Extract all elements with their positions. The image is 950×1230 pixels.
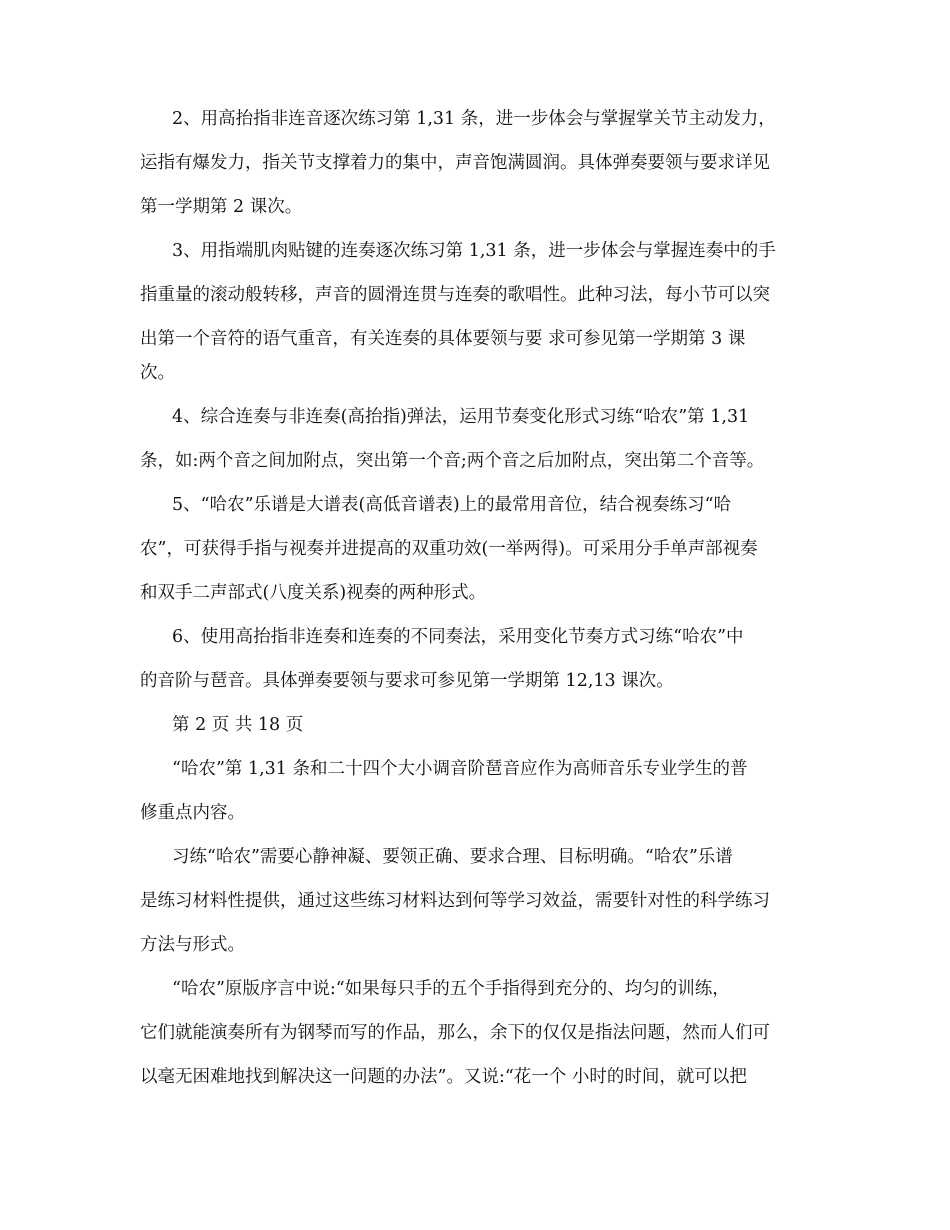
page-number-footer: 第 2 页 共 18 页 xyxy=(172,715,304,735)
paragraph-7-line-1: “哈农”第 1,31 条和二十四个大小调音阶琶音应作为高师音乐专业学生的普 xyxy=(172,759,748,779)
paragraph-6-line-1: 6、使用高抬指非连奏和连奏的不同奏法，采用变化节奏方式习练“哈农”中 xyxy=(172,627,744,647)
paragraph-8-line-3: 方法与形式。 xyxy=(140,935,245,955)
paragraph-3-line-4: 次。 xyxy=(140,363,175,383)
paragraph-5-line-3: 和双手二声部式(八度关系)视奏的两种形式。 xyxy=(140,583,487,603)
paragraph-7-line-2: 修重点内容。 xyxy=(140,803,245,823)
paragraph-9-line-2: 它们就能演奏所有为钢琴而写的作品，那么，余下的仅仅是指法问题，然而人们可 xyxy=(140,1023,770,1043)
paragraph-2-line-3: 第一学期第 2 课次。 xyxy=(140,197,303,217)
paragraph-4-line-2: 条，如:两个音之间加附点，突出第一个音;两个音之后加附点，突出第二个音等。 xyxy=(140,451,765,471)
paragraph-9-line-1: “哈农”原版序言中说:“如果每只手的五个手指得到充分的、均匀的训练， xyxy=(172,979,730,999)
paragraph-2-line-2: 运指有爆发力，指关节支撑着力的集中，声音饱满圆润。具体弹奏要领与要求详见 xyxy=(140,153,770,173)
paragraph-5-line-1: 5、“哈农”乐谱是大谱表(高低音谱表)上的最常用音位，结合视奏练习“哈 xyxy=(172,495,732,515)
paragraph-3-line-1: 3、用指端肌肉贴键的连奏逐次练习第 1,31 条，进一步体会与掌握连奏中的手 xyxy=(172,241,776,261)
paragraph-8-line-1: 习练“哈农”需要心静神凝、要领正确、要求合理、目标明确。“哈农”乐谱 xyxy=(172,847,733,867)
paragraph-8-line-2: 是练习材料性提供，通过这些练习材料达到何等学习效益，需要针对性的科学练习 xyxy=(140,891,770,911)
paragraph-4-line-1: 4、综合连奏与非连奏(高抬指)弹法，运用节奏变化形式习练“哈农”第 1,31 xyxy=(172,407,750,427)
paragraph-3-line-3: 出第一个音符的语气重音，有关连奏的具体要领与要 求可参见第一学期第 3 课 xyxy=(140,329,746,349)
paragraph-3-line-2: 指重量的滚动般转移，声音的圆滑连贯与连奏的歌唱性。此种习法，每小节可以突 xyxy=(140,285,770,305)
paragraph-2-line-1: 2、用高抬指非连音逐次练习第 1,31 条，进一步体会与掌握掌关节主动发力， xyxy=(172,109,776,129)
paragraph-6-line-2: 的音阶与琶音。具体弹奏要领与要求可参见第一学期第 12,13 课次。 xyxy=(140,671,674,691)
paragraph-5-line-2: 农”，可获得手指与视奏并进提高的双重功效(一举两得)。可采用分手单声部视奏 xyxy=(140,539,758,559)
paragraph-9-line-3: 以毫无困难地找到解决这一问题的办法”。又说:“花一个 小时的时间，就可以把 xyxy=(140,1067,747,1087)
